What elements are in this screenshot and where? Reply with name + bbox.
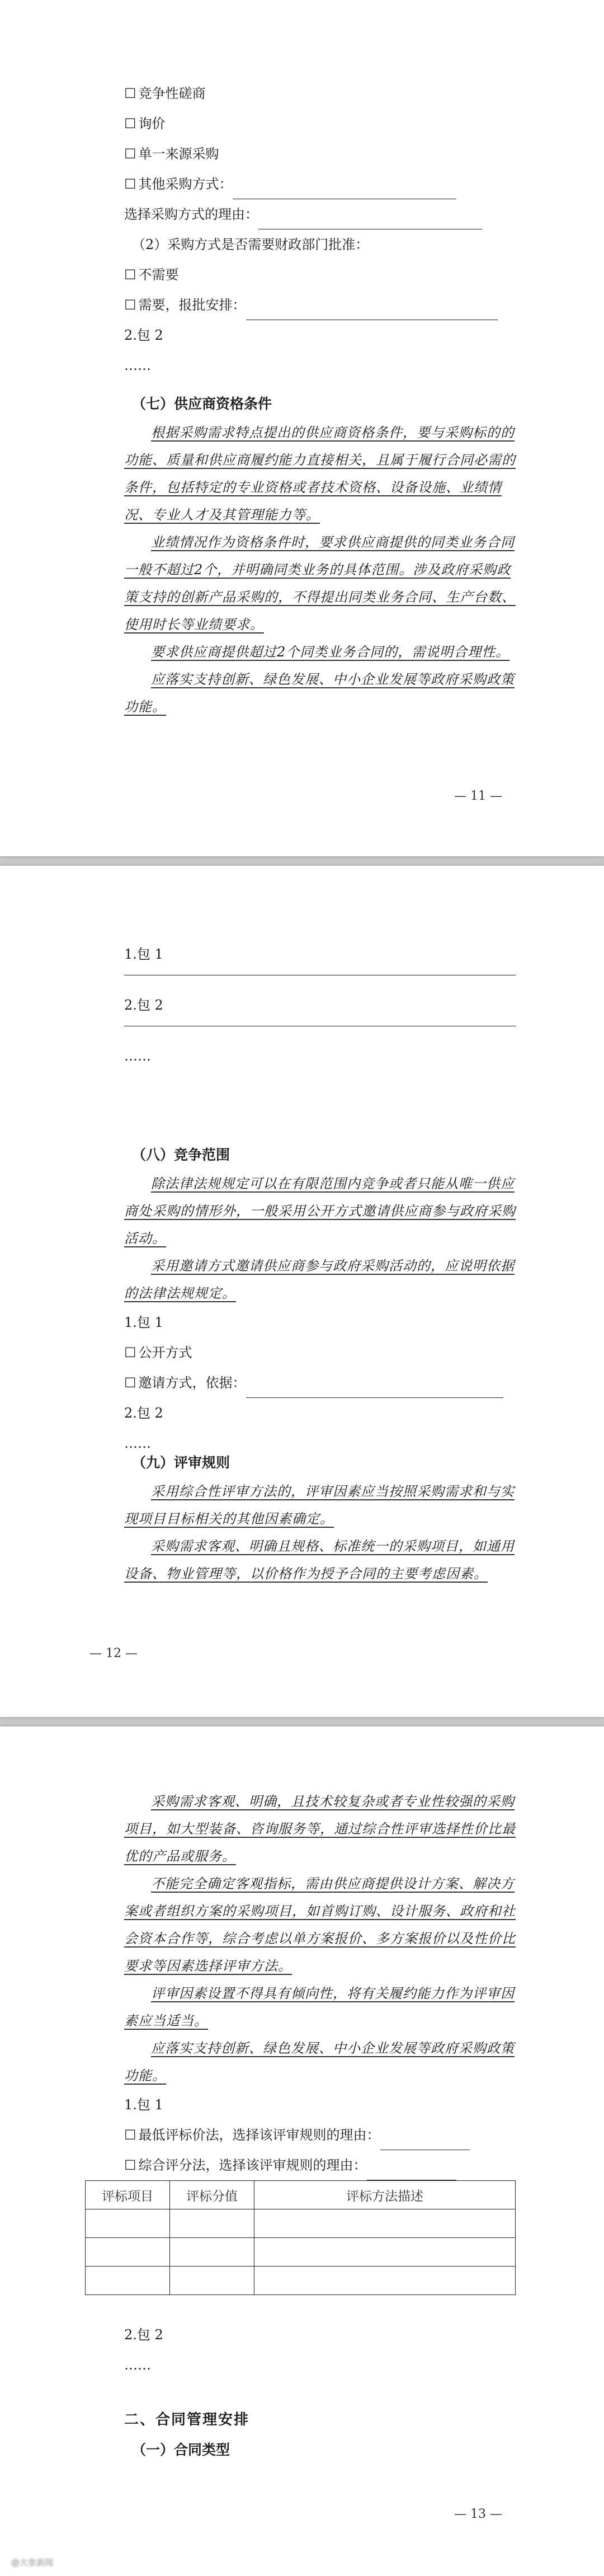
option-label: 综合评分法，选择该评审规则的理由： (138, 2157, 367, 2173)
evaluation-text (124, 1478, 516, 1588)
table-row (86, 2267, 516, 2295)
package-2-label: 2.包 2 (124, 327, 163, 343)
paragraph: 采购需求客观、明确且规格、标准统一的采购项目，如通用设备、物业管理等，以价格作为授予合同的主要考虑因素。 (124, 1538, 515, 1582)
table-header-cell: 评标项目 (86, 2181, 170, 2209)
section-heading-contract-management: 二、合同管理安排 (124, 2411, 250, 2428)
comprehensive-reason-blank[interactable] (367, 2165, 456, 2180)
evaluation-rules-continued (102, 1788, 516, 2465)
lowest-price-reason-blank[interactable] (380, 2135, 470, 2150)
paragraph: 评审因素设置不得具有倾向性，将有关履约能力作为评审因素应当适当。 (124, 1986, 515, 2029)
other-method-blank[interactable] (233, 184, 456, 199)
checkbox-no-need[interactable] (124, 260, 516, 290)
option-label: 最低评标价法，选择该评审规则的理由： (138, 2127, 380, 2143)
reason-line (124, 199, 516, 229)
approval-question: （2）采购方式是否需要财政部门批准： (132, 237, 369, 252)
paragraph: 采用邀请方式邀请供应商参与政府采购活动的，应说明依据的法律法规规定。 (124, 1258, 515, 1301)
option-label: 竞争性磋商 (138, 86, 206, 101)
page-number: — 13 — (454, 2507, 502, 2521)
checkbox-inquiry[interactable] (124, 109, 516, 139)
option-label: 邀请方式，依据： (138, 1375, 246, 1391)
table-cell[interactable] (254, 2238, 516, 2267)
page-number: — 11 — (454, 789, 502, 803)
table-cell[interactable] (254, 2209, 516, 2238)
package-2-label: 2.包 2 (124, 997, 163, 1013)
option-label: 其他采购方式： (138, 176, 233, 192)
table-cell[interactable] (86, 2209, 170, 2238)
package-1-blank[interactable] (124, 969, 516, 975)
approval-plan-blank[interactable] (246, 305, 498, 320)
paragraph: 应落实支持创新、绿色发展、中小企业发展等政府采购政策功能。 (124, 672, 515, 715)
page-12 (0, 866, 604, 1717)
ellipsis: …… (124, 2357, 151, 2373)
evaluation-text (124, 1788, 516, 2090)
invite-basis-blank[interactable] (246, 1383, 503, 1398)
ellipsis: …… (124, 1048, 151, 1064)
procurement-method-options (124, 78, 516, 381)
option-label: 单一来源采购 (138, 146, 219, 162)
checkbox-invite[interactable] (124, 1368, 516, 1398)
table-cell[interactable] (254, 2267, 516, 2295)
table-header-cell: 评标方法描述 (254, 2181, 516, 2209)
heading-contract-type: （一）合同类型 (132, 2442, 230, 2458)
evaluation-table (85, 2180, 516, 2295)
paragraph: 要求供应商提供超过2个同类业务合同的，需说明合理性。 (151, 644, 510, 660)
package-2-label: 2.包 2 (124, 2327, 163, 2343)
paragraph: 采用综合性评审方法的，评审因素应当按照采购需求和与实现项目目标相关的其他因素确定。 (124, 1484, 515, 1527)
checkbox-lowest-price[interactable] (124, 2120, 516, 2150)
package-1-label: 1.包 1 (124, 1315, 163, 1330)
table-header-cell: 评标分值 (170, 2181, 254, 2209)
package-2-label: 2.包 2 (124, 1405, 163, 1421)
paragraph: 采购需求客观、明确，且技术较复杂或者专业性较强的采购项目，如大型装备、咨询服务等，通过综合性评审选择性价比最优的产品或服务。 (124, 1794, 516, 1864)
option-label: 公开方式 (138, 1345, 192, 1360)
reason-blank[interactable] (258, 214, 482, 229)
ellipsis: …… (124, 358, 151, 373)
heading-supplier-qualification: （七）供应商资格条件 (132, 396, 272, 412)
table-cell[interactable] (170, 2209, 254, 2238)
table-cell[interactable] (86, 2238, 170, 2267)
page-13 (0, 1726, 604, 2576)
heading-evaluation-rules: （九）评审规则 (132, 1454, 230, 1471)
watermark: @大象新闻 (11, 2558, 54, 2568)
page-number: — 12 — (89, 1646, 138, 1660)
paragraph: 不能完全确定客观指标，需由供应商提供设计方案、解决方案或者组织方案的采购项目，如首购订购、设计服务、政府和社会资本合作等，综合考虑以单方案报价、多方案报价以及性价比要求等因素选择评审方法。 (124, 1876, 516, 1974)
table-header-row (86, 2181, 516, 2209)
reason-label: 选择采购方式的理由： (124, 207, 258, 222)
qualification-text (124, 419, 516, 721)
paragraph: 根据采购需求特点提出的供应商资格条件，要与采购标的的功能、质量和供应商履约能力直接相关，且属于履行合同必需的条件，包括特定的专业资格或者技术资格、设备设施、业绩情况、专业人才及其管理能力等。 (124, 425, 516, 523)
paragraph: 除法律法规规定可以在有限范围内竞争或者只能从唯一供应商处采购的情形外，一般采用公开方式邀请供应商参与政府采购活动。 (124, 1176, 516, 1246)
table-cell[interactable] (170, 2267, 254, 2295)
package-2-blank[interactable] (124, 1020, 516, 1026)
supplier-qualification-section (124, 389, 516, 721)
checkbox-single-source[interactable] (124, 139, 516, 169)
checkbox-public[interactable] (124, 1338, 516, 1368)
checkbox-competitive-consultation[interactable] (124, 78, 516, 109)
competition-scope-section (124, 1140, 516, 1458)
checkbox-comprehensive-score[interactable] (124, 2150, 516, 2180)
option-label: 不需要 (138, 267, 179, 283)
option-label: 需要，报批安排： (138, 297, 246, 313)
ellipsis: …… (124, 1435, 151, 1451)
competition-text (124, 1170, 516, 1307)
table-cell[interactable] (170, 2238, 254, 2267)
checkbox-other-method[interactable] (124, 169, 516, 199)
page-11 (0, 0, 604, 856)
paragraph: 业绩情况作为资格条件时，要求供应商提供的同类业务合同一般不超过2个，并明确同类业务的具体范围。涉及政府采购政策支持的创新产品采购的，不得提出同类业务合同、生产台数、使用时长等业绩要求。 (124, 534, 516, 632)
package-1-label: 1.包 1 (124, 2097, 163, 2113)
table-row (86, 2238, 516, 2267)
option-label: 询价 (138, 116, 166, 132)
table-row (86, 2209, 516, 2238)
package-entries (124, 939, 516, 1071)
checkbox-need[interactable] (124, 290, 516, 320)
package-1-label: 1.包 1 (124, 946, 163, 962)
heading-competition-scope: （八）竞争范围 (132, 1147, 230, 1163)
paragraph: 应落实支持创新、绿色发展、中小企业发展等政府采购政策功能。 (124, 2040, 515, 2084)
evaluation-rules-section (124, 1448, 516, 1588)
table-cell[interactable] (86, 2267, 170, 2295)
